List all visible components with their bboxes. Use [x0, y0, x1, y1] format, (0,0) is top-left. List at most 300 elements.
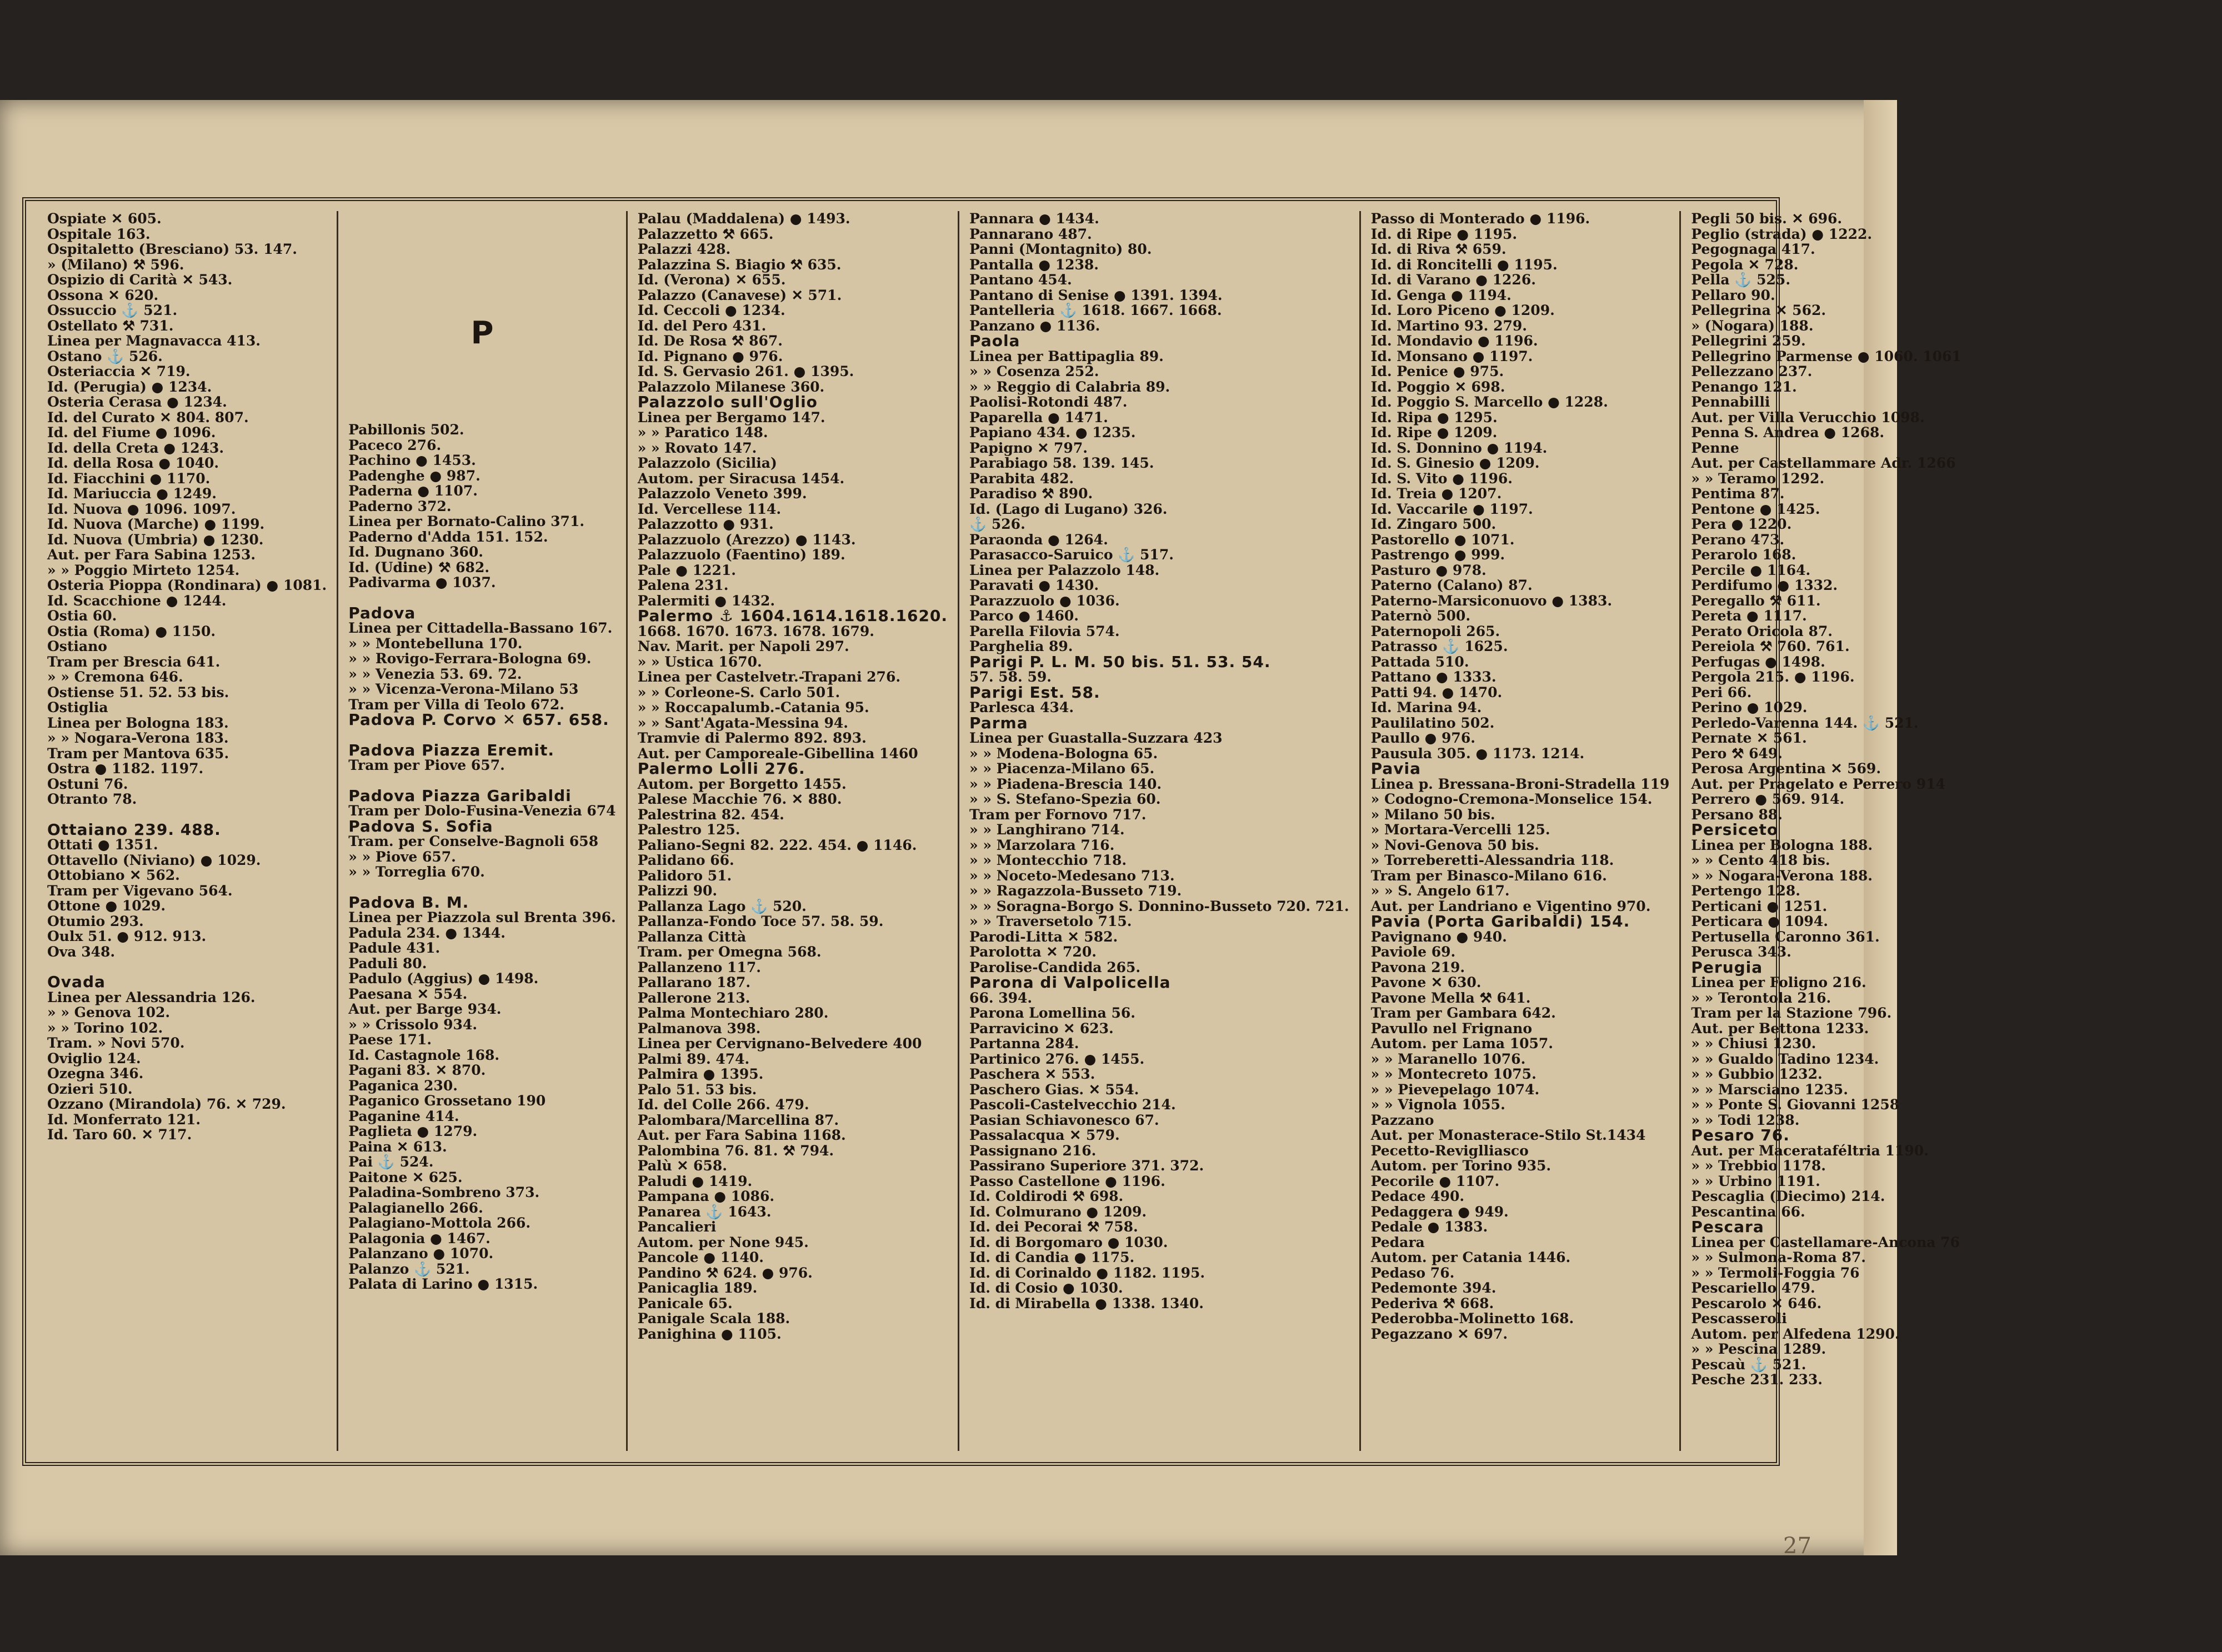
- spacer: [348, 590, 615, 605]
- index-entry: Ottati ● 1351.: [47, 837, 158, 853]
- index-entry: » » Sulmona-Roma 87.: [1691, 1249, 1866, 1265]
- index-entry: Linea per Cervignano-Belvedere 400: [637, 1035, 922, 1052]
- index-entry: Parlesca 434.: [969, 699, 1074, 715]
- index-entry: Id. di Roncitelli ● 1195.: [1370, 256, 1558, 273]
- index-entry: » » Torino 102.: [47, 1019, 163, 1036]
- index-entry: Pedale ● 1383.: [1370, 1219, 1488, 1235]
- index-entry: Id. Poggio ✕ 698.: [1370, 378, 1505, 395]
- index-entry: Autom. per Catania 1446.: [1370, 1249, 1571, 1265]
- index-entry: Id. della Creta ● 1243.: [47, 439, 224, 456]
- index-entry: Palestrina 82. 454.: [637, 806, 784, 823]
- index-entry: Pentima 87.: [1691, 485, 1785, 502]
- index-entry: Palizzi 90.: [637, 883, 718, 899]
- index-entry: Id. Ripa ● 1295.: [1370, 409, 1498, 425]
- index-entry: Palanzo ⚓ 521.: [348, 1260, 470, 1277]
- index-entry: » » Genova 102.: [47, 1004, 171, 1020]
- index-entry: Papiano 434. ● 1235.: [969, 424, 1136, 440]
- index-entry: Pecorile ● 1107.: [1370, 1173, 1500, 1189]
- index-entry: Parolotta ✕ 720.: [969, 944, 1097, 960]
- index-entry: Parghelia 89.: [969, 638, 1073, 654]
- index-entry: » » Piove 657.: [348, 848, 456, 865]
- index-entry: Paitone ✕ 625.: [348, 1169, 463, 1185]
- index-entry: Ostia 60.: [47, 608, 117, 624]
- index-entry: » » Montecchio 718.: [969, 852, 1127, 868]
- index-entry: Palazzuolo (Arezzo) ● 1143.: [637, 531, 856, 548]
- index-entry: Id. di Borgomaro ● 1030.: [969, 1234, 1168, 1250]
- index-entry: Pecetto-Reviglliasco: [1370, 1142, 1529, 1159]
- index-entry: Pazzano: [1370, 1112, 1434, 1128]
- index-entry: Perusca 343.: [1691, 944, 1791, 960]
- index-entry: Paladina-Sombreno 373.: [348, 1184, 540, 1200]
- index-entry: Id. Marina 94.: [1370, 699, 1482, 715]
- index-entry: Parigi P. L. M. 50 bis. 51. 53. 54.: [969, 652, 1271, 671]
- index-entry: Paolisi-Rotondi 487.: [969, 394, 1128, 410]
- spacer: [348, 880, 615, 895]
- index-entry: Perarolo 168.: [1691, 547, 1796, 563]
- index-entry: Pabillonis 502.: [348, 422, 464, 438]
- index-entry: Id. S. Ginesio ● 1209.: [1370, 455, 1540, 471]
- index-entry: Pella ⚓ 525.: [1691, 272, 1791, 288]
- index-entry: Perugia: [1691, 958, 1763, 977]
- index-entry: Id. Poggio S. Marcello ● 1228.: [1370, 394, 1608, 410]
- index-entry: Paderna ● 1107.: [348, 483, 478, 499]
- index-entry: Id. Fiacchini ● 1170.: [47, 470, 211, 487]
- index-entry: Tram. » Novi 570.: [47, 1035, 185, 1051]
- index-entry: Palazzi 428.: [637, 241, 731, 257]
- index-entry: Palazzolo Milanese 360.: [637, 378, 825, 395]
- index-entry: Pesaro 76.: [1691, 1126, 1790, 1144]
- index-entry: » » Gualdo Tadino 1234.: [1691, 1050, 1879, 1067]
- index-entry: Pascoli-Castelvecchio 214.: [969, 1097, 1176, 1113]
- index-entry: Perano 473.: [1691, 531, 1785, 548]
- index-entry: Percile ● 1164.: [1691, 562, 1811, 578]
- index-entry: Persano 88.: [1691, 806, 1783, 823]
- index-entry: Parco ● 1460.: [969, 608, 1079, 624]
- section-letter: P: [471, 315, 494, 351]
- index-entry: Padula 234. ● 1344.: [348, 924, 506, 941]
- index-column-5: [1361, 211, 1681, 1451]
- index-entry: Tram per la Stazione 796.: [1691, 1005, 1892, 1021]
- index-entry: Pasturo ● 978.: [1370, 562, 1487, 578]
- index-frame: [22, 197, 1961, 1466]
- index-entry: Parigi Est. 58.: [969, 683, 1100, 702]
- index-entry: » » Montebelluna 170.: [348, 635, 523, 652]
- index-entry: Ozieri 510.: [47, 1080, 133, 1097]
- index-entry: Paganico Grossetano 190: [348, 1093, 546, 1109]
- index-entry: Pescantina 66.: [1691, 1203, 1805, 1220]
- index-entry: Palù ✕ 658.: [637, 1158, 727, 1174]
- index-entry: Partanna 284.: [969, 1035, 1079, 1052]
- index-entry: Otumio 293.: [47, 913, 144, 929]
- index-entry: Id. dei Pecorai ⚒ 758.: [969, 1219, 1138, 1235]
- index-entry: Paesana ✕ 554.: [348, 985, 468, 1002]
- index-entry: Id. Nuova (Umbria) ● 1230.: [47, 531, 264, 548]
- index-entry: Linea per Alessandria 126.: [47, 989, 256, 1005]
- index-entry: Passignano 216.: [969, 1142, 1097, 1159]
- index-entry: Osteria Pioppa (Rondinara) ● 1081.: [47, 577, 327, 593]
- index-entry: » » Marsciano 1235.: [1691, 1081, 1848, 1098]
- index-entry: Tram per Brescia 641.: [47, 653, 221, 670]
- index-entry: Ozegna 346.: [47, 1065, 144, 1082]
- index-entry: Aut. per Barge 934.: [348, 1001, 502, 1017]
- index-entry: Id. Loro Piceno ● 1209.: [1370, 302, 1555, 318]
- index-entry: Ottobiano ✕ 562.: [47, 867, 180, 883]
- index-entry: Id. Nuova (Marche) ● 1199.: [47, 516, 265, 532]
- index-entry: Ostiense 51. 52. 53 bis.: [47, 684, 229, 700]
- index-entry: Padova: [348, 603, 416, 622]
- index-entry: 57. 58. 59.: [969, 669, 1052, 685]
- index-entry: Pero ⚒ 649.: [1691, 745, 1783, 762]
- index-column-6: [1681, 211, 1971, 1451]
- index-entry: Ossona ✕ 620.: [47, 287, 159, 303]
- index-entry: Palermo Lolli 276.: [637, 759, 805, 778]
- index-entry: Pannara ● 1434.: [969, 211, 1099, 227]
- index-entry: Id. Ripe ● 1209.: [1370, 424, 1498, 440]
- index-entry: Peri 66.: [1691, 684, 1752, 700]
- index-entry: Parona di Valpolicella: [969, 973, 1171, 992]
- index-entry: Parodi-Litta ✕ 582.: [969, 928, 1118, 945]
- index-entry: Pallanza Lago ⚓ 520.: [637, 898, 807, 914]
- index-entry: Id. Treia ● 1207.: [1370, 485, 1502, 502]
- index-entry: » » Ponte S. Giovanni 1258: [1691, 1097, 1900, 1113]
- index-entry: Tram per Mantova 635.: [47, 745, 229, 762]
- index-entry: Pegazzano ✕ 697.: [1370, 1325, 1508, 1342]
- index-entry: Parravicino ✕ 623.: [969, 1020, 1114, 1037]
- index-entry: 66. 394.: [969, 989, 1033, 1006]
- index-entry: Tram per Vigevano 564.: [47, 882, 233, 899]
- index-entry: » » Noceto-Medesano 713.: [969, 867, 1175, 884]
- index-entry: Id. Ceccoli ● 1234.: [637, 302, 785, 318]
- index-entry: Oviglio 124.: [47, 1050, 141, 1067]
- index-entry: Ova 348.: [47, 943, 116, 960]
- index-entry: Id. Vaccarile ● 1197.: [1370, 500, 1533, 517]
- index-entry: Osteriaccia ✕ 719.: [47, 363, 191, 379]
- index-entry: Pentone ● 1425.: [1691, 500, 1820, 517]
- index-entry: » » Termoli-Foggia 76: [1691, 1264, 1860, 1281]
- index-entry: » » Chiusi 1230.: [1691, 1035, 1816, 1052]
- index-entry: » » Torreglia 670.: [348, 864, 485, 880]
- index-entry: Aut. per Castellammare Adr. 1266: [1691, 455, 1956, 471]
- index-entry: Palagiano-Mottola 266.: [348, 1215, 531, 1231]
- index-entry: Id. (Lago di Lugano) 326.: [969, 500, 1168, 517]
- index-entry: Ottone ● 1029.: [47, 898, 166, 914]
- index-entry: Pavone ✕ 630.: [1370, 974, 1482, 990]
- index-entry: Persiceto: [1691, 820, 1779, 839]
- index-entry: Paterno-Marsiconuovo ● 1383.: [1370, 592, 1613, 609]
- index-entry: Linea per Castelvetr.-Trapani 276.: [637, 669, 901, 685]
- index-entry: Perato Oricola 87.: [1691, 623, 1833, 639]
- index-entry: Linea per Piazzola sul Brenta 396.: [348, 909, 616, 925]
- index-entry: Pandino ⚒ 624. ● 976.: [637, 1264, 813, 1281]
- index-entry: Aut. per Villa Verucchio 1098.: [1691, 409, 1925, 425]
- index-entry: Id. Monferrato 121.: [47, 1111, 201, 1128]
- index-entry: Pallarano 187.: [637, 974, 751, 990]
- index-entry: Id. della Rosa ● 1040.: [47, 455, 219, 471]
- index-entry: Paradiso ⚒ 890.: [969, 485, 1093, 502]
- index-entry: Id. di Corinaldo ● 1182. 1195.: [969, 1264, 1205, 1281]
- index-entry: Oulx 51. ● 912. 913.: [47, 928, 207, 944]
- index-entry: Pedemonte 394.: [1370, 1280, 1497, 1296]
- index-entry: Ostia (Roma) ● 1150.: [47, 623, 216, 639]
- index-entry: » » Venezia 53. 69. 72.: [348, 665, 522, 682]
- index-entry: Tram per Gambara 642.: [1370, 1005, 1556, 1021]
- index-entry: Pescaglia (Diecimo) 214.: [1691, 1188, 1885, 1204]
- index-entry: Palazzina S. Biagio ⚒ 635.: [637, 256, 842, 273]
- index-entry: Pallanza-Fondo Toce 57. 58. 59.: [637, 913, 884, 929]
- index-entry: Palermo ⚓ 1604.1614.1618.1620.: [637, 607, 948, 625]
- index-entry: Palmanova 398.: [637, 1020, 761, 1037]
- index-entry: » (Milano) ⚒ 596.: [47, 256, 184, 273]
- index-entry: Palazzo (Canavese) ✕ 571.: [637, 287, 842, 303]
- index-entry: » » Soragna-Borgo S. Donnino-Busseto 720. 721.: [969, 898, 1349, 914]
- index-entry: Linea per Bologna 188.: [1691, 837, 1873, 853]
- index-entry: Id. di Riva ⚒ 659.: [1370, 241, 1507, 257]
- index-entry: Panicaglia 189.: [637, 1280, 758, 1296]
- index-entry: Linea per Foligno 216.: [1691, 974, 1866, 990]
- index-entry: Paternò 500.: [1370, 608, 1471, 624]
- index-entry: Pescariello 479.: [1691, 1280, 1815, 1296]
- index-column-4: [959, 211, 1361, 1451]
- index-entry: » » Teramo 1292.: [1691, 470, 1825, 487]
- index-entry: Linea per Guastalla-Suzzara 423: [969, 730, 1223, 746]
- index-entry: Aut. per Fara Sabina 1168.: [637, 1127, 846, 1143]
- index-entry: Parabita 482.: [969, 470, 1074, 487]
- index-entry: Pastrengo ● 999.: [1370, 547, 1505, 563]
- index-entry: » » Gubbio 1232.: [1691, 1066, 1823, 1082]
- index-entry: » » Montecreto 1075.: [1370, 1066, 1537, 1082]
- index-entry: » » Trebbio 1178.: [1691, 1158, 1826, 1174]
- index-entry: » » Rovato 147.: [637, 439, 757, 456]
- index-entry: Id. Colmurano ● 1209.: [969, 1203, 1147, 1220]
- index-entry: Id. S. Donnino ● 1194.: [1370, 439, 1548, 456]
- index-entry: Id. di Varano ● 1226.: [1370, 272, 1536, 288]
- index-entry: Pera ● 1220.: [1691, 516, 1792, 532]
- index-entry: Padova S. Sofia: [348, 817, 493, 835]
- index-entry: Palau (Maddalena) ● 1493.: [637, 211, 850, 227]
- index-entry: Id. S. Gervasio 261. ● 1395.: [637, 363, 854, 379]
- index-entry: Pesche 231. 233.: [1691, 1371, 1823, 1388]
- index-entry: Pale ● 1221.: [637, 562, 736, 578]
- index-entry: Padova Piazza Garibaldi: [348, 786, 572, 805]
- index-entry: Pescarolo ✕ 646.: [1691, 1295, 1822, 1311]
- index-entry: Palazzuolo (Faentino) 189.: [637, 547, 845, 563]
- index-entry: Id. Genga ● 1194.: [1370, 287, 1512, 303]
- index-entry: Pennabilli: [1691, 394, 1770, 410]
- index-entry: Id. di Ripe ● 1195.: [1370, 226, 1518, 242]
- index-entry: Palazzetto ⚒ 665.: [637, 226, 774, 242]
- index-entry: Pavona 219.: [1370, 959, 1465, 975]
- index-entry: » » Rovigo-Ferrara-Bologna 69.: [348, 650, 592, 667]
- index-entry: Aut. per Camporeale-Gibellina 1460: [637, 745, 918, 762]
- index-entry: Pantano 454.: [969, 272, 1072, 288]
- index-entry: Paschera ✕ 553.: [969, 1066, 1095, 1082]
- index-entry: Palidoro 51.: [637, 867, 732, 884]
- index-entry: Parella Filovia 574.: [969, 623, 1120, 639]
- index-entry: Tram per Villa di Teolo 672.: [348, 696, 564, 713]
- index-entry: Linea per Magnavacca 413.: [47, 333, 261, 349]
- index-column-3: [628, 211, 959, 1451]
- index-entry: Panicale 65.: [637, 1295, 733, 1311]
- index-entry: » » S. Stefano-Spezia 60.: [969, 791, 1161, 807]
- index-entry: Pegola ✕ 728.: [1691, 256, 1799, 273]
- index-entry: Aut. per Monasterace-Stilo St.1434: [1370, 1127, 1646, 1143]
- index-entry: Pausula 305. ● 1173. 1214.: [1370, 745, 1585, 762]
- index-entry: » » Piacenza-Milano 65.: [969, 760, 1155, 777]
- index-entry: Ospitaletto (Bresciano) 53. 147.: [47, 241, 297, 257]
- index-entry: Pedara: [1370, 1234, 1425, 1250]
- index-entry: Palazzolo (Sicilia): [637, 455, 777, 471]
- index-entry: » » Cento 418 bis.: [1691, 852, 1830, 868]
- index-entry: Ossuccio ⚓ 521.: [47, 302, 178, 318]
- index-entry: » » Reggio di Calabria 89.: [969, 378, 1170, 395]
- book-page: [0, 100, 1961, 1559]
- index-entry: Palazzolo Veneto 399.: [637, 485, 807, 502]
- index-entry: Paulilatino 502.: [1370, 714, 1495, 731]
- index-entry: Palata di Larino ● 1315.: [348, 1276, 538, 1292]
- spacer: [47, 959, 327, 974]
- index-entry: Tram per Piove 657.: [348, 757, 505, 773]
- index-entry: Aut. per Landriano e Vigentino 970.: [1370, 898, 1651, 914]
- index-entry: Ospizio di Carità ✕ 543.: [47, 272, 233, 288]
- index-entry: Pereiola ⚒ 760. 761.: [1691, 638, 1850, 654]
- index-entry: Id. del Curato ✕ 804. 807.: [47, 409, 249, 425]
- index-entry: » » Piadena-Brescia 140.: [969, 775, 1162, 792]
- index-entry: Padova P. Corvo ✕ 657. 658.: [348, 710, 609, 729]
- index-entry: Palese Macchie 76. ✕ 880.: [637, 791, 842, 807]
- index-entry: Pastorello ● 1071.: [1370, 531, 1515, 548]
- index-entry: » » Traversetolo 715.: [969, 913, 1132, 929]
- index-entry: Pescara: [1691, 1218, 1764, 1236]
- index-entry: Id. Pignano ● 976.: [637, 348, 783, 364]
- index-entry: Pantano di Senise ● 1391. 1394.: [969, 287, 1223, 303]
- index-entry: Ostiglia: [47, 699, 108, 715]
- index-entry: Panni (Montagnito) 80.: [969, 241, 1152, 257]
- index-entry: Pergola 215. ● 1196.: [1691, 669, 1855, 685]
- index-entry: Pallerone 213.: [637, 989, 750, 1006]
- index-entry: Ottaiano 239. 488.: [47, 820, 221, 839]
- index-entry: » » Vicenza-Verona-Milano 53: [348, 681, 579, 697]
- index-entry: Papigno ✕ 797.: [969, 439, 1088, 456]
- index-entry: Perticara ● 1094.: [1691, 913, 1828, 929]
- index-entry: Paderno d'Adda 151. 152.: [348, 528, 548, 545]
- index-entry: Id. del Pero 431.: [637, 317, 767, 334]
- index-entry: Paceco 276.: [348, 437, 442, 453]
- index-entry: Patrasso ⚓ 1625.: [1370, 638, 1508, 654]
- index-entry: » » Ustica 1670.: [637, 653, 762, 670]
- index-entry: » » Nogara-Verona 183.: [47, 730, 229, 746]
- index-columns: [37, 211, 1961, 1451]
- index-entry: Linea per Palazzolo 148.: [969, 562, 1160, 578]
- index-entry: » » Todi 1238.: [1691, 1112, 1800, 1128]
- index-entry: Pescaù ⚓ 521.: [1691, 1356, 1806, 1373]
- index-entry: Pertusella Caronno 361.: [1691, 928, 1880, 945]
- index-entry: Paliano-Segni 82. 222. 454. ● 1146.: [637, 837, 917, 853]
- index-entry: Palo 51. 53 bis.: [637, 1081, 757, 1098]
- index-entry: » » Pescina 1289.: [1691, 1341, 1826, 1357]
- index-entry: Pederiva ⚒ 668.: [1370, 1295, 1494, 1311]
- index-entry: » » Marzolara 716.: [969, 837, 1115, 853]
- index-entry: Palestro 125.: [637, 822, 740, 838]
- index-entry: » » Pievepelago 1074.: [1370, 1081, 1540, 1098]
- index-entry: Partinico 276. ● 1455.: [969, 1050, 1145, 1067]
- index-column-2: [338, 211, 627, 1451]
- index-entry: Otranto 78.: [47, 791, 137, 807]
- index-entry: Tramvie di Palermo 892. 893.: [637, 730, 867, 746]
- index-entry: Id. del Fiume ● 1096.: [47, 424, 216, 440]
- index-entry: Parma: [969, 713, 1028, 732]
- index-entry: Id. del Colle 266. 479.: [637, 1097, 809, 1113]
- index-entry: Penne: [1691, 439, 1739, 456]
- index-entry: Palazzotto ● 931.: [637, 516, 774, 532]
- index-entry: Linea per Cittadella-Bassano 167.: [348, 620, 613, 636]
- index-entry: Pescasseroli: [1691, 1310, 1787, 1326]
- index-entry: Passo Castellone ● 1196.: [969, 1173, 1165, 1189]
- index-entry: Pampana ● 1086.: [637, 1188, 775, 1204]
- index-entry: Panarea ⚓ 1643.: [637, 1203, 772, 1220]
- index-entry: Id. Dugnano 360.: [348, 544, 483, 560]
- index-entry: Palazzolo sull'Oglio: [637, 393, 818, 411]
- index-entry: Tram per Dolo-Fusina-Venezia 674: [348, 803, 616, 819]
- index-entry: Pellegrini 259.: [1691, 333, 1806, 349]
- index-entry: Paludi ● 1419.: [637, 1173, 753, 1189]
- index-entry: Nav. Marit. per Napoli 297.: [637, 638, 849, 654]
- index-entry: Pegognaga 417.: [1691, 241, 1815, 257]
- index-entry: Peglio (strada) ● 1222.: [1691, 226, 1873, 242]
- index-entry: Palermiti ● 1432.: [637, 592, 775, 609]
- index-entry: Autom. per Borgetto 1455.: [637, 775, 847, 792]
- index-entry: Id. Penice ● 975.: [1370, 363, 1504, 379]
- index-entry: Palmi 89. 474.: [637, 1050, 750, 1067]
- index-entry: Paola: [969, 332, 1020, 350]
- index-entry: Palanzano ● 1070.: [348, 1245, 494, 1261]
- index-entry: Panigale Scala 188.: [637, 1310, 790, 1326]
- index-entry: Padova Piazza Eremit.: [348, 740, 555, 759]
- index-entry: Linea per Bologna 183.: [47, 714, 229, 731]
- index-entry: Paraonda ● 1264.: [969, 531, 1108, 548]
- index-entry: Palma Montechiaro 280.: [637, 1005, 829, 1021]
- index-entry: Autom. per Lama 1057.: [1370, 1035, 1553, 1052]
- index-entry: Pantelleria ⚓ 1618. 1667. 1668.: [969, 302, 1222, 318]
- index-entry: Ottavello (Niviano) ● 1029.: [47, 852, 261, 868]
- index-entry: Ospitale 163.: [47, 226, 151, 242]
- index-entry: Padivarma ● 1037.: [348, 574, 496, 590]
- index-entry: Parazzuolo ● 1036.: [969, 592, 1120, 609]
- index-entry: Paullo ● 976.: [1370, 730, 1475, 746]
- index-entry: Palena 231.: [637, 577, 729, 593]
- index-entry: » » Langhirano 714.: [969, 822, 1125, 838]
- index-entry: Paviole 69.: [1370, 944, 1456, 960]
- index-entry: Autom. per Torino 935.: [1370, 1158, 1552, 1174]
- index-entry: Linea per Castellamare-Ancona 76: [1691, 1234, 1960, 1250]
- index-entry: Tram per Binasco-Milano 616.: [1370, 867, 1607, 884]
- index-entry: Palagonia ● 1467.: [348, 1230, 491, 1246]
- index-entry: Padova B. M.: [348, 893, 469, 912]
- index-entry: Perledo-Varenna 144. ⚓ 521.: [1691, 714, 1919, 731]
- index-entry: Ostuni 76.: [47, 775, 128, 792]
- index-entry: 1668. 1670. 1673. 1678. 1679.: [637, 623, 874, 639]
- index-entry: Ovada: [47, 973, 106, 991]
- index-entry: Pavignano ● 940.: [1370, 928, 1507, 945]
- index-entry: Passalacqua ✕ 579.: [969, 1127, 1120, 1143]
- index-entry: Palmira ● 1395.: [637, 1066, 764, 1082]
- index-entry: Linea per Bergamo 147.: [637, 409, 825, 425]
- index-entry: Penango 121.: [1691, 378, 1797, 395]
- index-entry: » » Maranello 1076.: [1370, 1050, 1526, 1067]
- spacer: [348, 773, 615, 788]
- index-entry: Aut. per Fara Sabina 1253.: [47, 547, 256, 563]
- index-entry: Perfugas ● 1498.: [1691, 653, 1825, 670]
- index-entry: Palombara/Marcellina 87.: [637, 1112, 839, 1128]
